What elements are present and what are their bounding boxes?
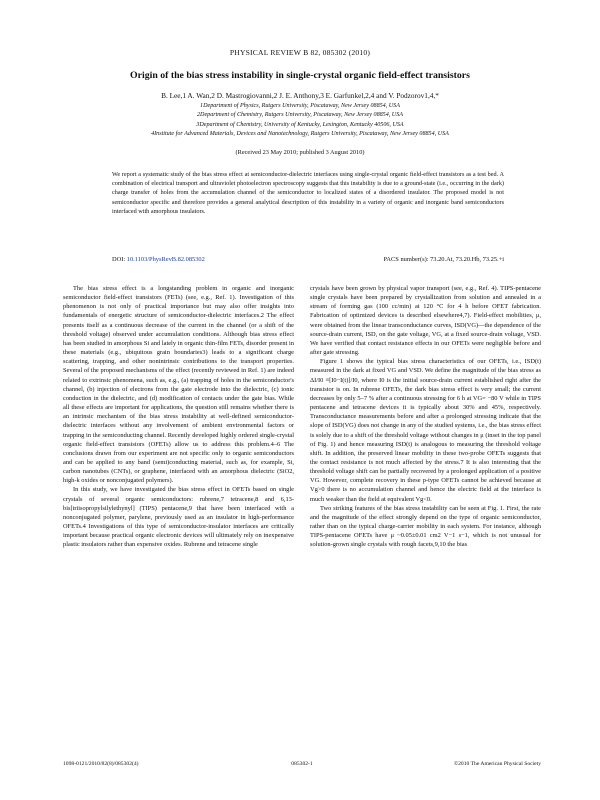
abstract: We report a systematic study of the bias stress effect at semiconductor-dielectric interfaces using single-crystal organic field-effect transistors as a test bed. A combination of electrical transport and ultraviolet photoelectron spectroscopy suggests that this instability is due to a ground-state (i.e., occurring in the dark) charge transfer of holes from the accumulation channel of the semiconductor to localized states of a disordered insulator. The proposed model is not semiconductor specific and therefore provides a general analytical description of this instability in a variety of organic and inorganic band semiconductors interfaced with amorphous insulators. [112,171,504,215]
doi-label: DOI: [112,256,126,263]
affiliation-4: 4Institute for Advanced Materials, Devices and Nanotechnology, Rutgers University, Piscataway, New Jersey 08854, USA [151,130,449,137]
body-paragraph: The bias stress effect is a longstanding problem in organic and inorganic semiconductor field-effect transistors (FETs) (see, e.g., Ref. 1). Investigation of this phenomenon is not only of practical importance but may also offer insights into fundamentals of energetic structure of semiconductor-dielectric interfaces.2 The effect presents itself as a continuous decrease of the current in the channel (or a shift of the threshold voltage) observed under accumulation conditions. Although bias stress effect has been studied in amorphous Si and lately in organic thin-film FETs, disorder present in these materials (e.g., ubiquitous grain boundaries3) leads to a significant charge scattering, trapping, and other nonintrinsic contributions to the transport properties. Several of the proposed mechanisms of the effect (recently reviewed in Ref. 1) are indeed related to extrinsic phenomena, such as, e.g., (a) trapping of holes in the semiconductor's channel, (b) injection of electrons from the gate electrode into the dielectric, (c) ionic conduction in the dielectric, and (d) modification of contacts under the gate bias. While all these effects are important for applications, the question still remains whether there is an intrinsic mechanism of the bias stress instability at well-defined semiconductor-dielectric interfaces without any involvement of ambient environmental factors or trapping in the semiconducting channel. Recently developed highly ordered single-crystal organic field-effect transistors (OFETs) allow us to address this problem.4–6 The conclusions drawn from our experiment are not specific only to organic semiconductors and can be applied to any band (semi)conducting material, such as, for example, Si, carbon nanotubes (CNTs), or graphene, interfaced with an amorphous dielectric (SiO2, high-k oxides or nonconjugated polymers). [63,285,294,485]
right-column [310,284,541,550]
pacs-numbers: PACS number(s): 73.20.At, 73.20.Hb, 73.25.+i [383,256,504,263]
journal-header: PHYSICAL REVIEW B 82, 085302 (2010) [229,48,371,57]
author-list: B. Lee,1 A. Wan,2 D. Mastrogiovanni,2 J. E. Anthony,3 E. Garfunkel,2,4 and V. Podzorov1,4,* [161,91,439,100]
body-paragraph: crystals have been grown by physical vapor transport (see, e.g., Ref. 4). TIPS-pentacene single crystals have been prepared by crystallization from solution and annealed in a stream of forming gas (100 cc/min) at 120 °C for 4 h before OFET fabrication. Fabrication of optimized devices is described elsewhere4,7). Field-effect mobilities, μ, were obtained from the linear transconductance curves, ISD(VG)—the dependence of the source-drain current, ISD, on the gate voltage, VG, at a fixed source-drain voltage, VSD. We have verified that contact resistance effects in our OFETs were negligible before and after gate stressing. [310,285,541,357]
affiliations [40,102,560,139]
copyright: ©2010 The American Physical Society [453,761,541,767]
affiliation-2: 2Department of Chemistry, Rutgers University, Piscataway, New Jersey 08854, USA [197,112,403,119]
left-column [63,284,294,550]
page-footer [63,761,541,771]
affiliation-3: 3Department of Chemistry, University of Kentucky, Lexington, Kentucky 40506, USA [196,121,404,128]
affiliation-1: 1Department of Physics, Rutgers University, Piscataway, New Jersey 08854, USA [200,103,400,109]
body-paragraph: Two striking features of the bias stress instability can be seen at Fig. 1. First, the rate and the magnitude of the effect strongly depend on the type of organic semiconductor, rather than on the typical charge-carrier mobility in each system. For instance, although TIPS-pentacene OFETs have μ ~0.05±0.01 cm2 V−1 s−1, which is not unusual for solution-grown single crystals with rough facets,9,10 the bias [310,504,541,549]
body-paragraph: Figure 1 shows the typical bias stress characteristics of our OFETs, i.e., ISD(t) measured in the dark at fixed VG and VSD. We define the magnitude of the bias stress as ΔI/I0 ≡[I0−I(t)]/I0, where I0 is the initial source-drain current established right after the transistor is on. In rubrene OFETs, the dark bias stress effect is very small; the current decreases by only 5–7 % after a continuous stressing for 6 h at VG= −80 V while in TIPS pentacene and tetracene devices it is typically about 30% and 45%, respectively. Transconductance measurements before and after a prolonged stressing indicate that the slope of ISD(VG) does not change in any of the studied systems, i.e., the bias stress effect is solely due to a shift of the threshold voltage without changes in μ (inset in the top panel of Fig. 1) and hence measuring ISD(t) is analogous to measuring the threshold voltage shift. In addition, the preserved linear mobility in these two-probe OFETs suggests that the contact resistance is not much affected by the stress.7 It is also interesting that the threshold voltage shift can be partially recovered by a prolonged application of a positive VG. However, complete recovery in these p-type OFETs cannot be achieved because at Vg>0 there is no accumulation channel and hence the electric field at the interface is much weaker than the field at equivalent Vg<0. [310,358,541,503]
doi [112,256,205,263]
body-paragraph: In this study, we have investigated the bias stress effect in OFETs based on single crystals of several organic semiconductors: rubrene,7 tetracene,8 and 6,13-bis[triisopropylsilylethynyl] (TIPS) pentacene,9 that have been interfaced with a nonconjugated polymer, parylene, previously used as an insulator in high-performance OFETs.4 Investigations of this type of semiconductor-insulator interfaces are critically important because practical organic electronic devices will ultimately rely on inexpensive plastic insulators rather than expensive oxides. Rubrene and tetracene single [63,486,294,549]
doi-link[interactable]: 10.1103/PhysRevB.82.085302 [126,256,205,263]
page-number: 085302-1 [291,761,313,767]
footer-code: 1098-0121/2010/82(8)/085302(4) [63,761,139,767]
received-dates: (Received 23 May 2010; published 3 August 2010) [235,149,365,156]
paper-title: Origin of the bias stress instability in single-crystal organic field-effect transistors [130,70,470,81]
